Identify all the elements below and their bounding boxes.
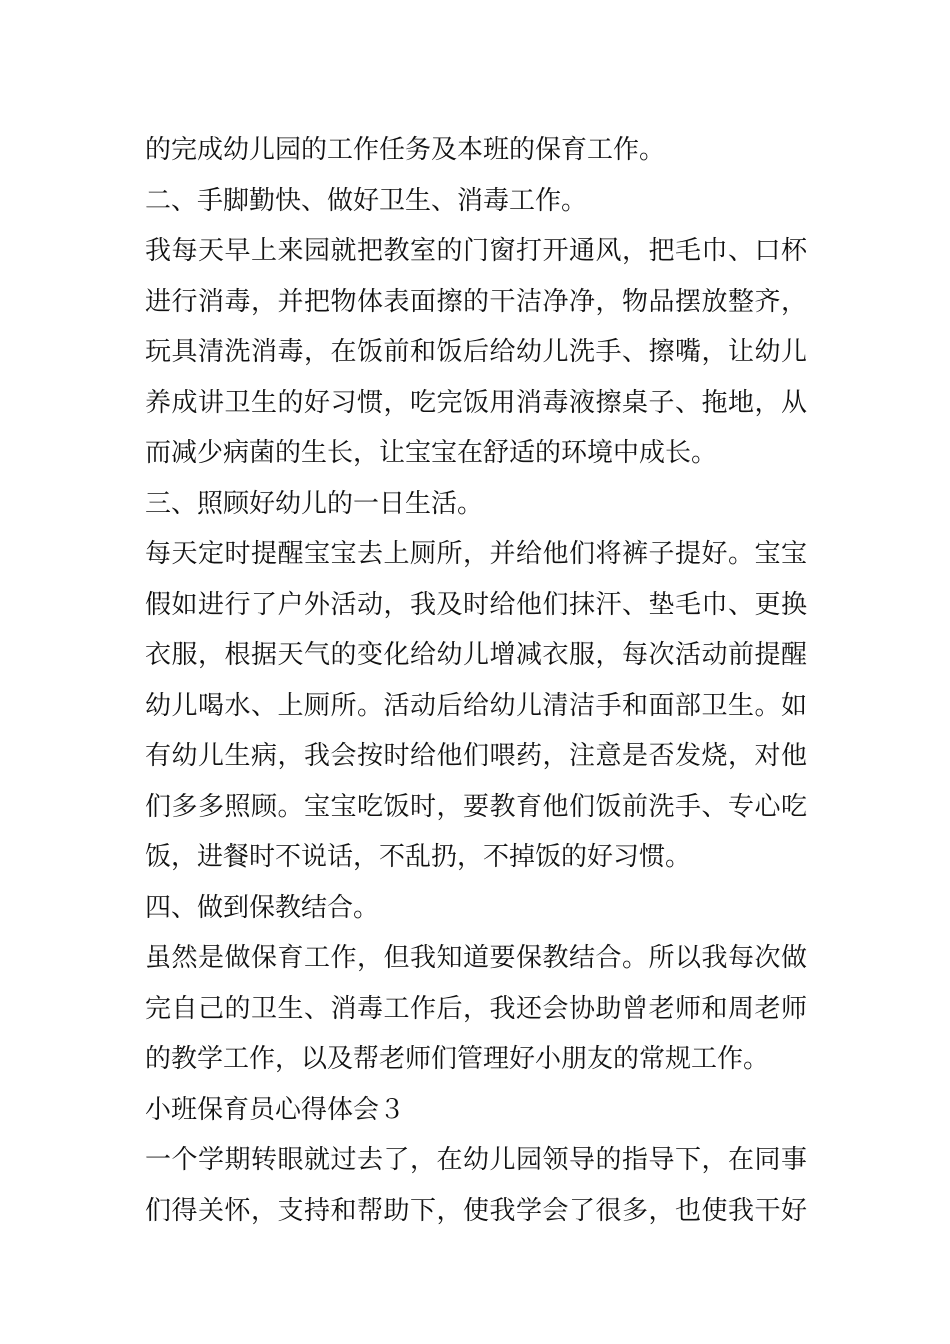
document-body <box>145 125 807 1236</box>
text-line: 一个学期转眼就过去了，在幼儿园领导的指导下，在同事 <box>145 1145 807 1175</box>
text-line: 完自己的卫生、消毒工作后，我还会协助曾老师和周老师 <box>145 993 807 1024</box>
text-line: 们得关怀，支持和帮助下，使我学会了很多，也使我干好 <box>145 1195 807 1226</box>
text-line: 饭，进餐时不说话，不乱扔，不掉饭的好习惯。 <box>145 842 692 872</box>
section-heading: 四、做到保教结合。 <box>145 892 380 923</box>
text-line: 衣服，根据天气的变化给幼儿增减衣服，每次活动前提醒 <box>145 640 807 670</box>
section-heading: 三、照顾好幼儿的一日生活。 <box>145 488 484 519</box>
text-line: 假如进行了户外活动，我及时给他们抹汗、垫毛巾、更换 <box>145 589 807 620</box>
text-line: 的完成幼儿园的工作任务及本班的保育工作。 <box>145 135 666 165</box>
text-line: 有幼儿生病，我会按时给他们喂药，注意是否发烧，对他 <box>145 741 807 771</box>
text-line: 我每天早上来园就把教室的门窗打开通风，把毛巾、口杯 <box>145 236 807 266</box>
text-line: 养成讲卫生的好习惯，吃完饭用消毒液擦桌子、拖地，从 <box>145 387 807 418</box>
text-line: 每天定时提醒宝宝去上厕所，并给他们将裤子提好。宝宝 <box>145 539 807 569</box>
text-line: 虽然是做保育工作，但我知道要保教结合。所以我每次做 <box>145 943 807 973</box>
text-line: 幼儿喝水、上厕所。活动后给幼儿清洁手和面部卫生。如 <box>145 690 807 721</box>
text-line: 们多多照顾。宝宝吃饭时，要教育他们饭前洗手、专心吃 <box>145 791 807 822</box>
text-line: 的教学工作，以及帮老师们管理好小朋友的常规工作。 <box>145 1044 770 1074</box>
article-title: 小班保育员心得体会３ <box>145 1094 406 1125</box>
section-heading: 二、手脚勤快、做好卫生、消毒工作。 <box>145 185 588 216</box>
text-line: 玩具清洗消毒，在饭前和饭后给幼儿洗手、擦嘴，让幼儿 <box>145 337 807 367</box>
text-line: 而减少病菌的生长，让宝宝在舒适的环境中成长。 <box>145 438 718 468</box>
text-line: 进行消毒，并把物体表面擦的干洁净净，物品摆放整齐， <box>145 286 807 317</box>
